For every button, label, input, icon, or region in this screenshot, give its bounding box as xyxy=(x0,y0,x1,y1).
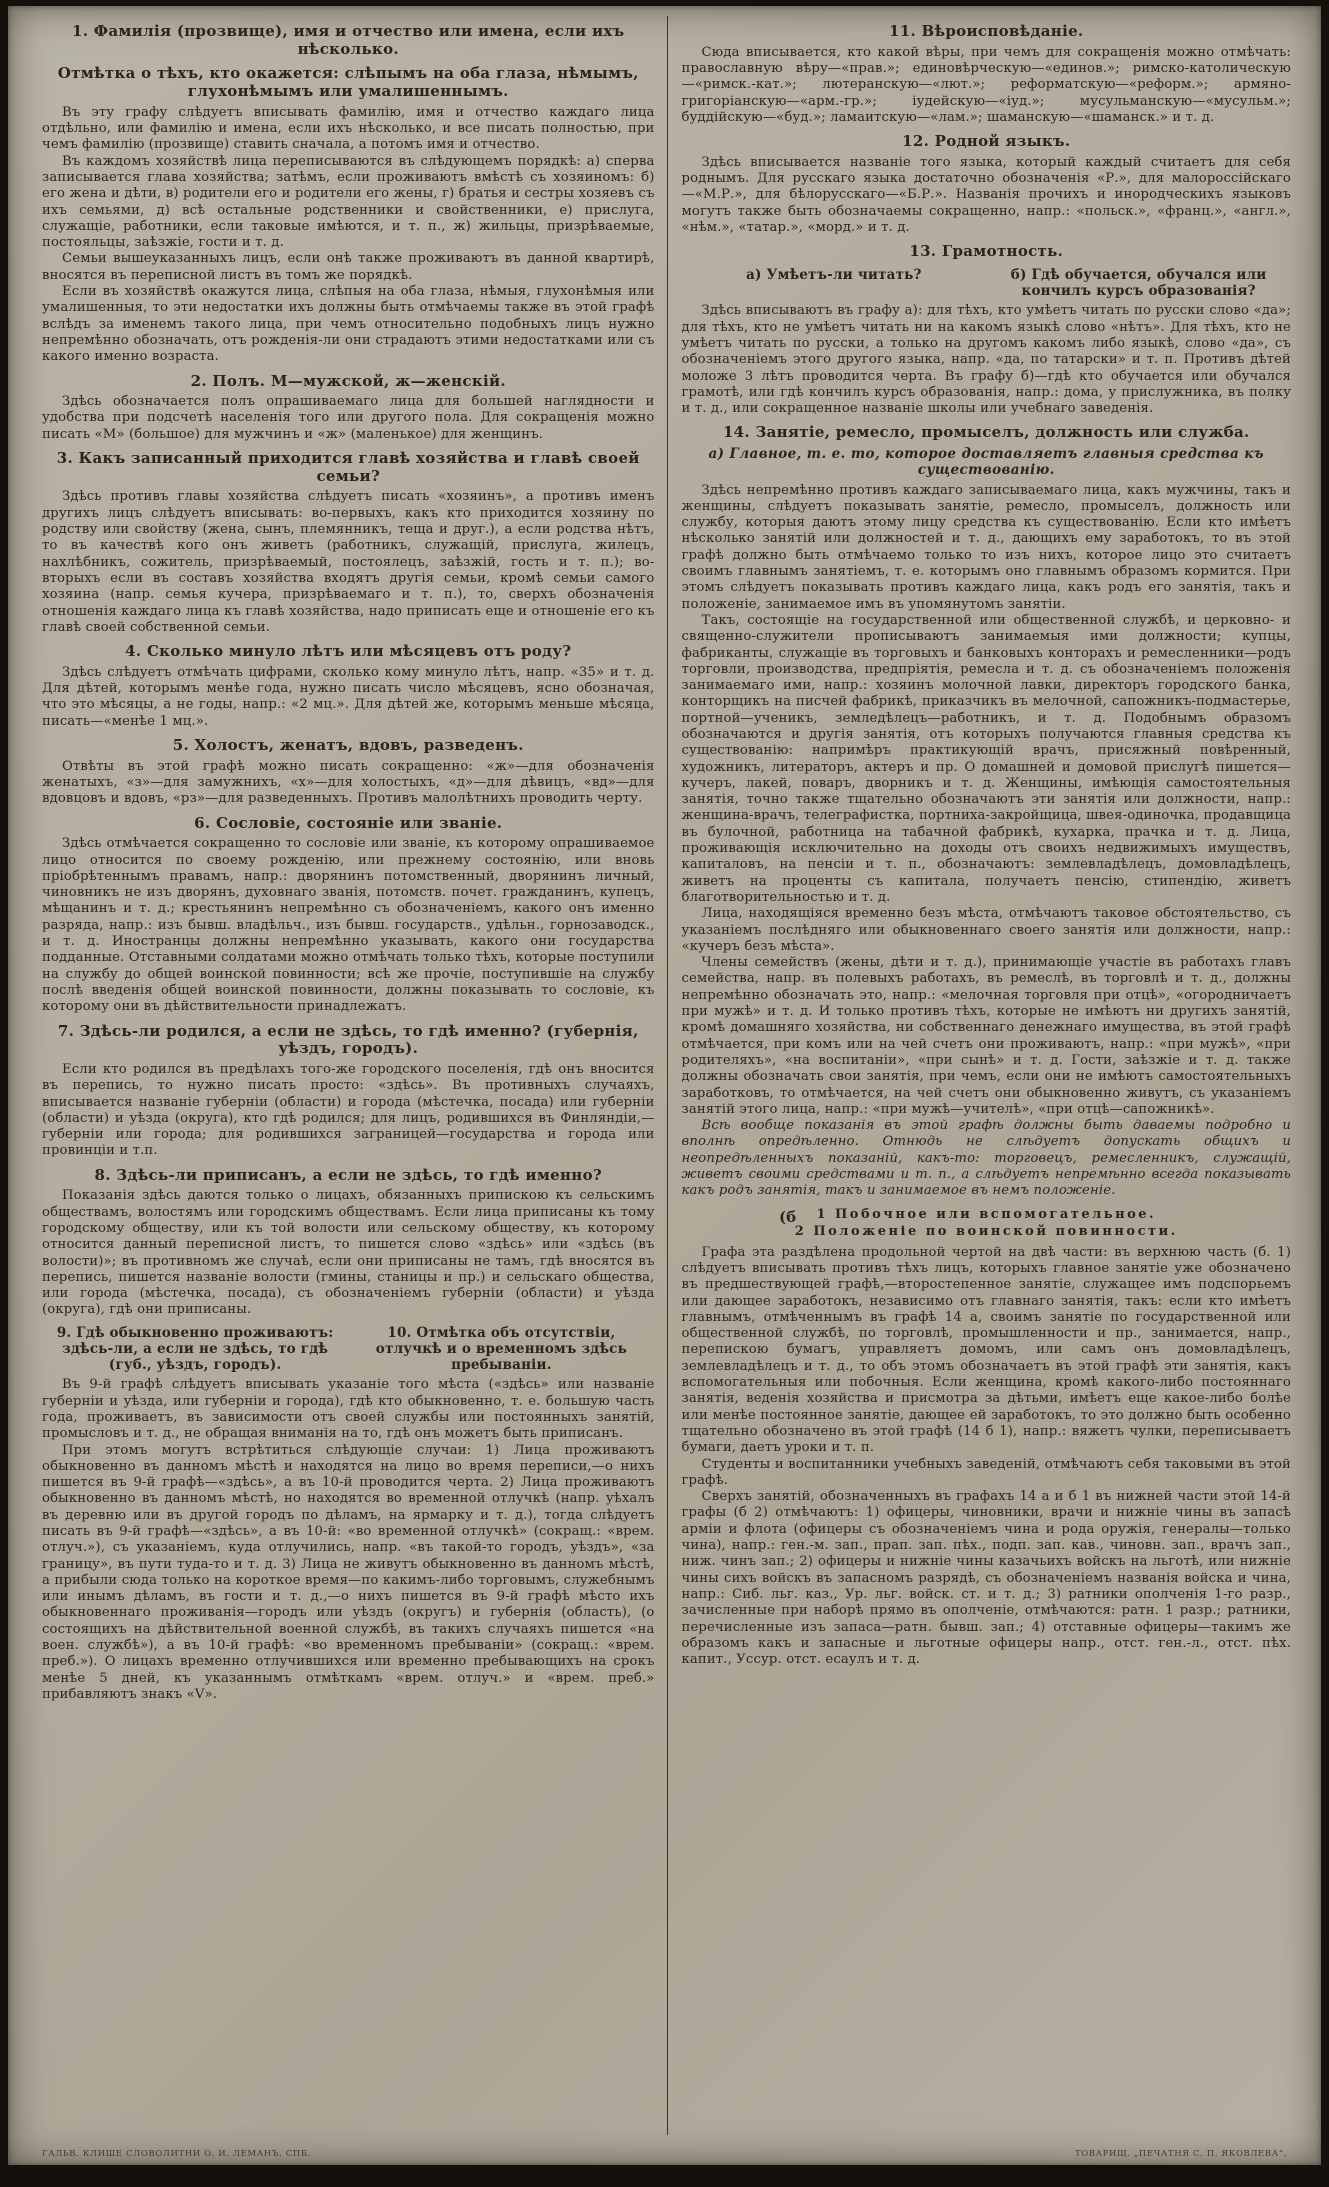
split-heading-left: а) Умѣетъ-ли читать? xyxy=(746,267,922,284)
section-heading: 1. Фамилія (прозвище), имя и отчество или имена, если ихъ нѣсколько. xyxy=(72,22,625,58)
section-heading: 8. Здѣсь-ли приписанъ, а если не здѣсь, то гдѣ именно? xyxy=(94,1165,602,1184)
section-heading: 7. Здѣсь-ли родился, а если не здѣсь, то гдѣ именно? (губернія, уѣздъ, городъ). xyxy=(57,1021,639,1058)
braced-subheading xyxy=(682,1206,1292,1241)
column-right xyxy=(667,16,1296,2135)
column-left xyxy=(38,16,667,2135)
section-heading: 11. Вѣроисповѣданіе. xyxy=(889,22,1084,40)
two-column-layout xyxy=(38,16,1295,2135)
paragraph: Лица, находящіяся временно безъ мѣста, отмѣчаютъ таковое обстоятельство, съ указаніемъ послѣдняго или обыкновеннаго своего занятія или должности, напр.: «кучеръ безъ мѣста». xyxy=(681,906,1291,954)
imprint-footer xyxy=(42,2149,1287,2159)
split-heading xyxy=(42,1325,655,1374)
section-heading: 12. Родной языкъ. xyxy=(902,132,1071,151)
paragraph: При этомъ могутъ встрѣтиться слѣдующіе случаи: 1) Лица проживаютъ обыкновенно въ данномъ мѣстѣ и находятся на лицо во время переписи,—о нихъ пишется въ 9-й графѣ—«здѣсь», а въ 10-й проводится черта. 2) Лица проживаютъ обыкновенно въ данномъ мѣстѣ, но находятся во временной отлучкѣ (напр. уѣхалъ въ деревню или въ другой городъ по дѣламъ, на ярмарку и т. д.), тогда слѣдуетъ писать въ 9-й графѣ—«здѣсь», а въ 10-й: «во временной отлучкѣ» (сокращ.: «врем. отлуч.»), съ указаніемъ, куда отлучились, напр. «въ такой-то городъ, уѣздъ», «за границу», въ пути туда-то и т. д. 3) Лица не живутъ обыкновенно въ данномъ мѣстѣ, а прибыли сюда только на короткое время—по какимъ-либо торговымъ, служебнымъ или инымъ дѣламъ, въ гости и т. д.,—о нихъ пишется въ 9-й графѣ мѣсто ихъ обыкновеннаго проживанія—городъ или уѣздъ (округъ) и губернія (область), (о состоящихъ на дѣйствительной военной службѣ, въ такихъ случаяхъ пишется «на воен. службѣ»), а въ 10-й графѣ: «во временномъ пребываніи» (сокращ.: «врем. преб.»). О лицахъ временно отлучившихся или временно пребывающихъ на срокъ менѣе 5 дней, къ указаннымъ отмѣткамъ «врем. отлуч.» и «врем. преб.» прибавляютъ знакъ «V». xyxy=(42,1442,655,1702)
census-instruction-sheet xyxy=(8,6,1321,2165)
imprint-left: ГАЛЬВ. КЛИШЕ СЛОВОЛИТНИ О. И. ЛЕМАНЪ, СПБ. xyxy=(42,2149,311,2159)
section-heading: 13. Грамотность. xyxy=(909,242,1064,261)
paragraph: Такъ, состоящіе на государственной или общественной службѣ, и церковно- и священно-служители прописываютъ занимаемыя ими должности; купцы, фабриканты, служащіе въ торговыхъ и банковыхъ конторахъ и ремесленники—родъ торговли, производства, предпріятія, ремесла и т. д. съ обозначеніемъ положенія занимаемаго ими, напр.: хозяинъ молочной лавки, директоръ городского банка, конторщикъ на писчей фабрикѣ, приказчикъ въ мелочной, сапожникъ-подмастерье, портной—ученикъ, земледѣлецъ—работникъ, и т. д. Подобнымъ образомъ обозначаются и другія занятія, отъ которыхъ получаются главныя средства къ существованію: напримѣръ практикующій врачъ, присяжный повѣренный, художникъ, литераторъ, актеръ и пр. О домашней и домовой прислугѣ пишется—кучеръ, лакей, поваръ, дворникъ и т. д. Женщины, имѣющія самостоятельныя занятія, точно также тщательно обозначаютъ эти занятія или должности, напр.: женщина-врачъ, телеграфистка, портниха-закройщица, швея-одиночка, продавщица въ булочной, работница на табачной фабрикѣ, кухарка, прачка и т. д. Лица, проживающія исключительно на доходы отъ своихъ недвижимыхъ имуществъ, капиталовъ, на пенсіи и т. п., обозначаютъ: землевладѣлецъ, домовладѣлецъ, живетъ на проценты съ капитала, получаетъ пенсію, стипендію, живетъ благотворительностью и т. д. xyxy=(681,612,1291,905)
imprint-right: ТОВАРИЩ. „ПЕЧАТНЯ С. П. ЯКОВЛЕВА“. xyxy=(1074,2149,1287,2159)
paragraph: Здѣсь непремѣнно противъ каждаго записываемаго лица, какъ мужчины, такъ и женщины, слѣдуетъ показывать занятіе, ремесло, промыселъ, должность или службу, которыя даютъ этому лицу средства къ существованію. Если кто имѣетъ нѣсколько занятій или должностей и т. д., дающихъ ему заработокъ, то въ этой графѣ должно быть отмѣчаемо только то изъ нихъ, которое лицо это считаетъ своимъ главнымъ занятіемъ, т. е. которымъ оно главнымъ образомъ кормится. При этомъ слѣдуетъ показывать противъ каждаго лица, какъ родъ его занятія, такъ и положеніе, занимаемое имъ въ упомянутомъ занятіи. xyxy=(681,482,1291,612)
braced-subheading-line: 2 Положеніе по воинской повинности. xyxy=(794,1224,1178,1240)
section-heading: 14. Занятіе, ремесло, промыселъ, должность или служба. xyxy=(722,423,1250,442)
section-heading: 2. Полъ. М—мужской, ж—женскій. xyxy=(190,371,506,390)
paragraph: Здѣсь слѣдуетъ отмѣчать цифрами, сколько кому минуло лѣтъ, напр. «35» и т. д. Для дѣтей, которымъ менѣе года, нужно писать число мѣсяцевъ, ясно обозначая, что это мѣсяцы, а не годы, напр.: «2 мц.». Для дѣтей же, которымъ меньше мѣсяца, писать—«менѣе 1 мц.». xyxy=(42,664,655,729)
paragraph: Здѣсь вписывается названіе того языка, который каждый считаетъ для себя роднымъ. Для русскаго языка достаточно обозначенія «Р.», для малороссійскаго—«М.Р.», для бѣлорусскаго—«Б.Р.». Названія прочихъ и инородческихъ языковъ могутъ также быть обозначаемы сокращенно, напр.: «польск.», «франц.», «англ.», «нѣм.», «татар.», «морд.» и т. д. xyxy=(681,154,1291,236)
braced-subheading-line: 1 Побочное или вспомогательное. xyxy=(816,1206,1157,1222)
paragraph: Если въ хозяйствѣ окажутся лица, слѣпыя на оба глаза, нѣмыя, глухонѣмыя или умалишенныя, то эти недостатки ихъ должны быть отмѣчаемы также въ этой графѣ вслѣдъ за именемъ такого лица, при чемъ относительно подобныхъ лицъ нужно непремѣнно обозначать, отъ рожденія-ли они страдаютъ этими недостатками или съ какого именно возраста. xyxy=(42,284,655,365)
section-subheading: а) Главное, т. е. то, которое доставляетъ главныя средства къ существованію. xyxy=(708,446,1264,479)
section-heading: 3. Какъ записанный приходится главѣ хозяйства и главѣ своей семьи? xyxy=(56,449,640,485)
paragraph: Сверхъ занятій, обозначенныхъ въ графахъ 14 а и б 1 въ нижней части этой 14-й графы (б 2) отмѣчаютъ: 1) офицеры, чиновники, врачи и нижніе чины въ запасѣ арміи и флота (офицеры съ обозначеніемъ чина и рода оружія, генералы—только чина), напр.: ген.-м. зап., прап. зап. пѣх., подп. зап. кав., чиновн. зап., врачъ зап., ниж. чинъ зап.; 2) офицеры и нижніе чины казачьихъ войскъ на льготѣ, или нижніе чины сихъ войскъ въ запасномъ разрядѣ, съ обозначеніемъ названія войска и чина, напр.: Сиб. льг. каз., Ур. льг. войск. ст. и т. д.; 3) ратники ополченія 1-го разр., зачисленные при наборѣ прямо въ ополченіе, отмѣчаются: ратн. 1 разр.; ратники, перечисленные изъ запаса—ратн. бывш. зап.; 4) отставные офицеры—такимъ же образомъ какъ и запасные и льготные офицеры напр., отст. ген.-л., отст. пѣх. капит., Уссур. отст. есаулъ и т. д. xyxy=(681,1489,1291,1668)
section-heading: 4. Сколько минуло лѣтъ или мѣсяцевъ отъ роду? xyxy=(125,642,572,661)
paragraph: Семьи вышеуказанныхъ лицъ, если онѣ также проживаютъ въ данной квартирѣ, вносятся въ переписной листъ въ томъ же порядкѣ. xyxy=(42,251,655,283)
paragraph: Въ 9-й графѣ слѣдуетъ вписывать указаніе того мѣста («здѣсь» или названіе губерніи и уѣзда, или губерніи и города), гдѣ кто обыкновенно, т. е. большую часть года, проживаетъ, въ зависимости отъ своей службы или постоянныхъ занятій, промысловъ и т. д., не обращая вниманія на то, гдѣ онъ можетъ быть приписанъ. xyxy=(42,1377,655,1442)
section-heading: Отмѣтка о тѣхъ, кто окажется: слѣпымъ на оба глаза, нѣмымъ, глухонѣмымъ или умалишеннымъ. xyxy=(57,64,639,101)
brace-label: (б xyxy=(779,1207,797,1226)
split-heading-left: 9. Гдѣ обыкновенно проживаютъ: здѣсь-ли, а если не здѣсь, то гдѣ (губ., уѣздъ, городъ). xyxy=(56,1324,334,1374)
paragraph: Студенты и воспитанники учебныхъ заведеній, отмѣчаютъ себя таковыми въ этой графѣ. xyxy=(681,1456,1291,1488)
split-heading-right: 10. Отмѣтка объ отсутствіи, отлучкѣ и о временномъ здѣсь пребываніи. xyxy=(375,1324,627,1374)
paragraph: Здѣсь обозначается полъ опрашиваемаго лица для большей наглядности и удобства при подсчетѣ населенія того или другого пола. Для сокращенія можно писать «М» (большое) для мужчинъ и «ж» (маленькое) для женщинъ. xyxy=(42,394,655,442)
paragraph: Отвѣты въ этой графѣ можно писать сокращенно: «ж»—для обозначенія женатыхъ, «з»—для замужнихъ, «х»—для холостыхъ, «д»—для дѣвицъ, «вд»—для вдовцовъ и вдовъ, «рз»—для разведенныхъ. Противъ малолѣтнихъ проводить черту. xyxy=(42,758,655,807)
split-heading xyxy=(682,267,1292,299)
paragraph: Здѣсь отмѣчается сокращенно то сословіе или званіе, къ которому опрашиваемое лицо относится по своему рожденію, или прежнему состоянію, или вновь пріобрѣтеннымъ правамъ, напр.: дворянинъ потомственный, дворянинъ личный, чиновникъ не изъ дворянъ, духовнаго званія, потомств. почет. гражданинъ, купецъ, мѣщанинъ и т. д.; крестьянинъ непремѣнно съ обозначеніемъ, какого онъ именно разряда, напр.: изъ бывш. владѣльч., изъ бывш. государств., удѣльн., горнозаводск., и т. д. Иностранцы должны непремѣнно указывать, какого они государства подданные. Отставными солдатами можно отмѣчать только тѣхъ, которые поступили на службу до общей воинской повинности; всѣ же прочіе, поступившіе на службу послѣ введенія общей воинской повинности, должны показывать то сословіе, къ которому они въ дѣйствительности принадлежатъ. xyxy=(42,836,655,1015)
paragraph: Здѣсь противъ главы хозяйства слѣдуетъ писать «хозяинъ», а противъ именъ другихъ лицъ слѣдуетъ вписывать: во-первыхъ, какъ кто приходится хозяину по родству или свойству (жена, сынъ, племянникъ, теща и друг.), а если родства нѣтъ, то въ качествѣ кого онъ живетъ (работникъ, служащій, прислуга, жилецъ, нахлѣбникъ, сожитель, призрѣваемый, постоялецъ, заѣзжій, гость и т. п.); во-вторыхъ если въ составъ хозяйства входятъ другія семьи, кромѣ семьи самого хозяина (напр. семья кучера, призрѣваемаго и т. п.), то, сверхъ обозначенія отношенія каждаго лица къ главѣ хозяйства, надо приписать еще и отношеніе его къ главѣ своей собственной семьи. xyxy=(42,489,655,635)
section-heading: 5. Холостъ, женатъ, вдовъ, разведенъ. xyxy=(172,736,524,754)
paragraph: Въ каждомъ хозяйствѣ лица переписываются въ слѣдующемъ порядкѣ: а) сперва записывается глава хозяйства; затѣмъ, если проживаютъ вмѣстѣ съ хозяиномъ: б) его жена и дѣти, в) родители его и родители его жены, г) братья и сестры хозяевъ съ ихъ семьями, д) всѣ остальные родственники и свойственники, е) прислуга, служащіе, работники, если таковые имѣются, и т. п., ж) жильцы, призрѣваемые, постояльцы, заѣзжіе, гости и т. д. xyxy=(42,153,655,251)
paragraph: Здѣсь вписываютъ въ графу а): для тѣхъ, кто умѣетъ читать по русски слово «да»; для тѣхъ, кто не умѣетъ читать ни на какомъ языкѣ слово «нѣтъ». Для тѣхъ, кто не умѣетъ читать по русски, а только на другомъ какомъ либо языкѣ, слово «да», съ обозначеніемъ этого другого языка, напр. «да, по татарски» и т. п. Противъ дѣтей моложе 3 лѣтъ проводится черта. Въ графу б)—гдѣ кто обучается или обучался грамотѣ, или гдѣ кончилъ курсъ образованія, напр.: дома, у прислужника, въ полку и т. д., или сокращенное названіе школы или учебнаго заведенія. xyxy=(681,303,1291,417)
paragraph: Въ эту графу слѣдуетъ вписывать фамилію, имя и отчество каждаго лица отдѣльно, или фамилію и имена, если ихъ нѣсколько, и все писать полностью, при чемъ фамилію (прозвище) ставить сначала, а потомъ имя и отчество. xyxy=(42,104,655,153)
paragraph: Графа эта раздѣлена продольной чертой на двѣ части: въ верхнюю часть (б. 1) слѣдуетъ вписывать противъ тѣхъ лицъ, которыхъ главное занятіе уже обозначено въ предшествующей графѣ,—второстепенное занятіе, служащее имъ подспорьемъ или дающее заработокъ, независимо отъ главнаго занятія, такъ: если кто имѣетъ главнымъ, отмѣченнымъ въ графѣ 14 а, своимъ занятіе по государственной или общественной службѣ, по торговлѣ, промышленности и пр., занимается, напр., перепискою бумагъ, управляетъ домомъ, или самъ онъ домовладѣлецъ, землевладѣлецъ и т. д., то объ этомъ обозначаетъ въ этой графѣ эти занятія, какъ вспомогательныя или побочныя. Если женщина, кромѣ какого-либо постояннаго занятія, веденія хозяйства и присмотра за дѣтьми, имѣетъ еще какое-либо болѣе или менѣе постоянное занятіе, дающее ей заработокъ, то это должно быть особенно тщательно обозначено въ этой графѣ (14 б 1), напр.: вяжетъ чулки, переписываетъ бумаги, даетъ уроки и т. п. xyxy=(681,1244,1291,1456)
paragraph: Если кто родился въ предѣлахъ того-же городского поселенія, гдѣ онъ вносится въ перепись, то нужно писать просто: «здѣсь». Въ противныхъ случаяхъ, вписывается названіе губерніи (области) и города (мѣстечка, посада) или губерніи (области) и уѣзда (округа), кто гдѣ родился; для лицъ, родившихся въ Финляндіи,—губерніи или города; для родившихся заграницей—государства и города или провинціи и т.п. xyxy=(42,1061,655,1159)
paragraph: Всѣ вообще показанія въ этой графѣ должны быть даваемы подробно и вполнѣ опредѣленно. Отнюдь не слѣдуетъ допускать общихъ и неопредѣленныхъ показаній, какъ-то: торговецъ, ремесленникъ, служащій, живетъ своими средствами и т. п., а слѣдуетъ непремѣнно всегда показывать какъ родъ занятія, такъ и занимаемое въ немъ положеніе. xyxy=(681,1118,1291,1199)
paragraph: Показанія здѣсь даются только о лицахъ, обязанныхъ припискою къ сельскимъ обществамъ, волостямъ или городскимъ обществамъ. Если лица приписаны къ тому городскому обществу, или къ той волости или сельскому обществу, къ которому относится данный переписной листъ, то пишется слово «здѣсь» или «здѣсь (въ волости)»; въ противномъ же случаѣ, если они приписаны не тамъ, гдѣ вносятся въ перепись, пишется названіе волости (гмины, станицы и пр.) и сельскаго общества, или города (мѣстечка, посада), съ обозначеніемъ губерніи (области) и уѣзда (округа), гдѣ они приписаны. xyxy=(42,1188,655,1318)
split-heading-right: б) Гдѣ обучается, обучался или кончилъ курсъ образованія? xyxy=(1010,267,1267,300)
section-heading: 6. Сословіе, состояніе или званіе. xyxy=(194,813,503,832)
paragraph: Члены семействъ (жены, дѣти и т. д.), принимающіе участіе въ работахъ главъ семейства, напр. въ полевыхъ работахъ, въ ремеслѣ, въ торговлѣ и т. д., должны непремѣнно обозначать это, напр.: «мелочная торговля при отцѣ», «огородничаетъ при мужѣ» и т. д. И только противъ тѣхъ, которые не имѣютъ ни другихъ занятій, кромѣ домашняго хозяйства, ни собственнаго денежнаго имущества, въ этой графѣ отмѣчается, при комъ или на чей счетъ они проживаютъ, напр.: «при мужѣ», «при родителяхъ», «на воспитаніи», «при сынѣ» и т. д. Гости, заѣзжіе и т. д. также должны обозначать свои занятія, при чемъ, если они не имѣютъ самостоятельныхъ заработковъ, то отмѣчается, на чей счетъ они обыкновенно живутъ, съ указаніемъ занятій этого лица, напр.: «при мужѣ—учителѣ», «при отцѣ—сапожникѣ». xyxy=(681,955,1291,1117)
paragraph: Сюда вписывается, кто какой вѣры, при чемъ для сокращенія можно отмѣчать: православную вѣру—«прав.»; единовѣрческую—«единов.»; римско-католическую—«римск.-кат.»; лютеранскую—«лют.»; реформатскую—«реформ.»; армяно-григоріанскую—«арм.-гр.»; іудейскую—«іуд.»; мусульманскую—«мусульм.»; буддійскую—«буд.»; ламаитскую—«лам.»; шаманскую—«шаманск.» и т. д. xyxy=(681,44,1291,125)
